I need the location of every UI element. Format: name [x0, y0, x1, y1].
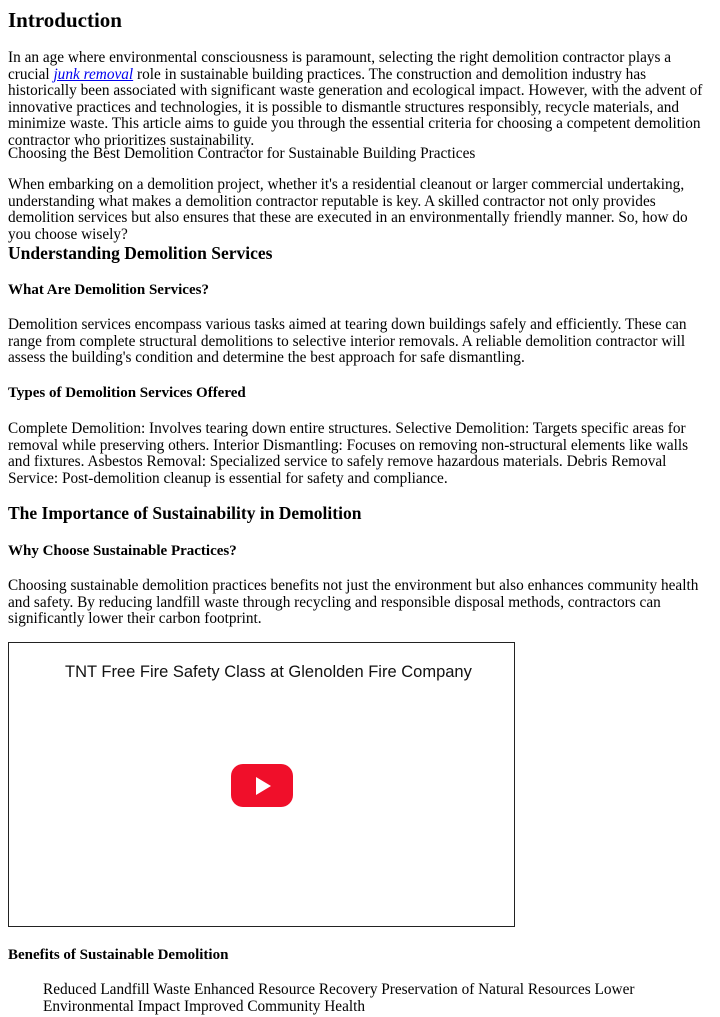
why-sustainable-text: Choosing sustainable demolition practices benefits not just the environment but also enhances community health and safety. By reducing landfill waste through recycling and responsible disposal methods, contractors can significantly lower their carbon footprint. — [8, 577, 699, 628]
subheading-benefits: Benefits of Sustainable Demolition — [8, 947, 229, 963]
intro-text-before: In an age where environmental consciousness is paramount, selecting the right demolition contractor plays a crucial — [8, 49, 672, 83]
section-heading-understanding: Understanding Demolition Services — [8, 243, 273, 263]
section-heading-sustainability: The Importance of Sustainability in Demolition — [8, 503, 362, 523]
page-title: Introduction — [8, 8, 122, 32]
embedded-video[interactable] — [8, 642, 515, 927]
subheading-what-are-services: What Are Demolition Services? — [8, 282, 209, 298]
what-are-services-text: Demolition services encompass various tasks aimed at tearing down buildings safely and efficiently. These can range from complete structural demolitions to selective interior removals. A reliable demolition contractor will assess the building's condition and determine the best approach for safe dismantling. — [8, 316, 687, 367]
intro-subtitle: Choosing the Best Demolition Contractor for Sustainable Building Practices — [8, 145, 476, 162]
intro-paragraph-2: When embarking on a demolition project, whether it's a residential cleanout or larger commercial undertaking, understanding what makes a demolition contractor reputable is key. A skilled contractor not only provides demolition services but also ensures that these are executed in an environmentally friendly manner. So, how do you choose wisely? — [8, 176, 688, 243]
subheading-types-of-services: Types of Demolition Services Offered — [8, 385, 246, 401]
junk-removal-link[interactable]: junk removal — [53, 65, 134, 83]
subheading-why-sustainable: Why Choose Sustainable Practices? — [8, 543, 237, 559]
play-icon[interactable] — [231, 764, 293, 807]
types-of-services-text: Complete Demolition: Involves tearing down entire structures. Selective Demolition: Targets specific areas for removal while preserving others. Interior Dismantling: Focuses on removing non-structural elements like walls and fixtures. Asbestos Removal: Specialized service to safely remove hazardous materials. Debris Removal Service: Post-demolition cleanup is essential for safety and compliance. — [8, 420, 689, 487]
intro-text-after: role in sustainable building practices. The construction and demolition industry has historically been associated with significant waste generation and ecological impact. However, with the advent of innovative practices and technologies, it is possible to dismantle structures responsibly, recycle materials, and minimize waste. This article aims to guide you through the essential criteria for choosing a competent demolition contractor who prioritizes sustainability. — [8, 65, 703, 149]
benefits-list: Reduced Landfill Waste Enhanced Resource Recovery Preservation of Natural Resources Lower Environmental Impact Improved Community Health — [43, 981, 635, 1015]
video-title[interactable]: TNT Free Fire Safety Class at Glenolden Fire Company — [65, 663, 472, 681]
intro-paragraph — [8, 50, 712, 150]
